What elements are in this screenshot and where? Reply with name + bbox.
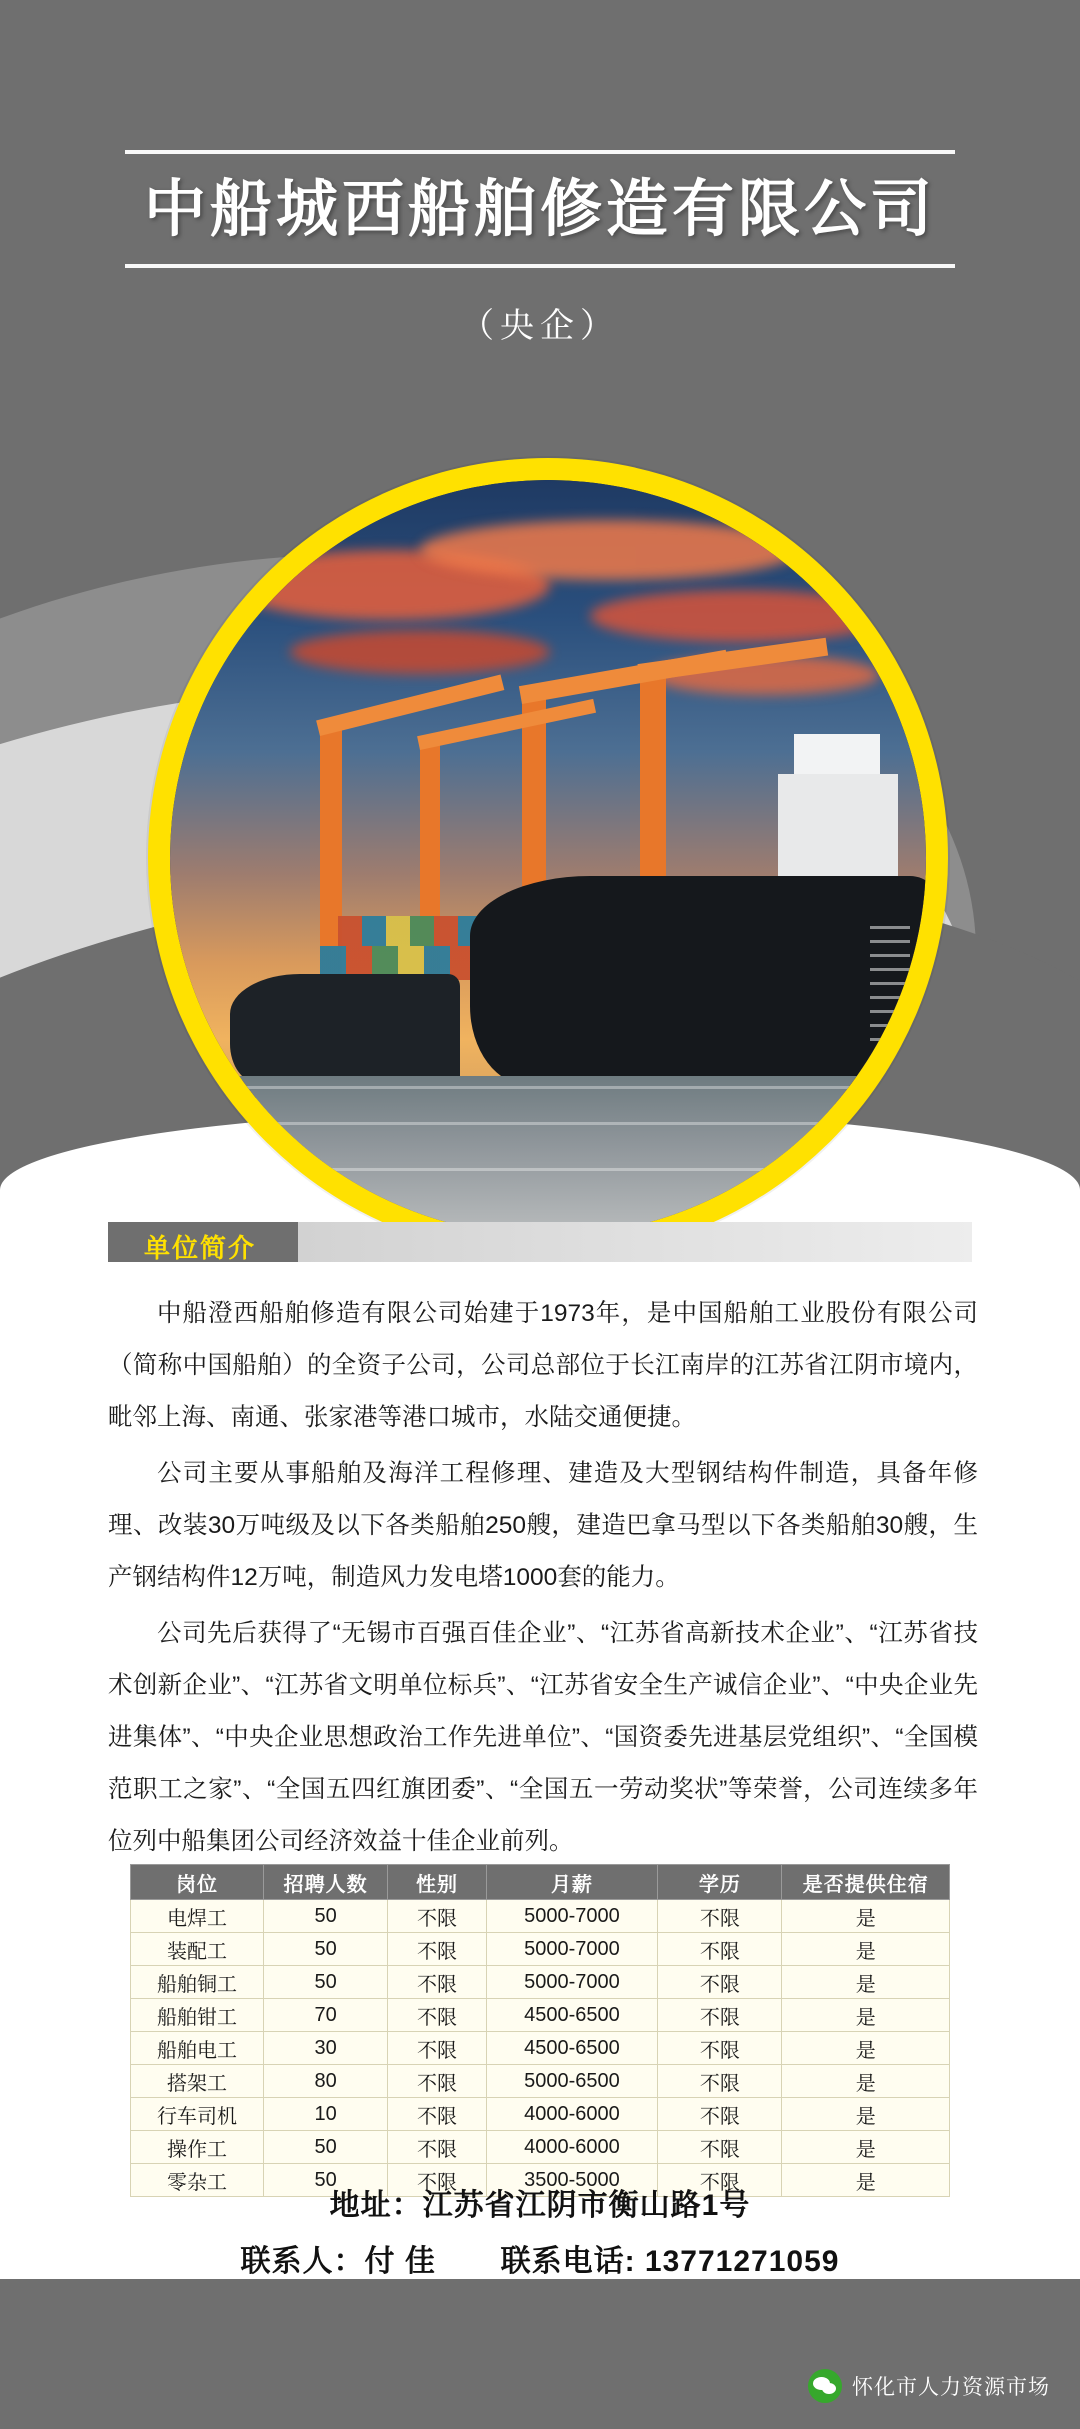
table-cell: 不限 bbox=[658, 2065, 782, 2098]
section-heading-label: 单位简介 bbox=[144, 1233, 257, 1263]
table-cell: 不限 bbox=[388, 2098, 486, 2131]
table-cell: 不限 bbox=[658, 1966, 782, 1999]
table-cell: 是 bbox=[782, 1933, 950, 1966]
intro-paragraph-3: 公司先后获得了“无锡市百强百佳企业”、“江苏省高新技术企业”、“江苏省技术创新企业”、“江苏省文明单位标兵”、“江苏省安全生产诚信企业”、“中央企业先进集体”、“中央企业思想政治工作先进单位”、“国资委先进基层党组织”、“全国模范职工之家”、“全国五四红旗团委”、“全国五一劳动奖状”等荣誉，公司连续多年位列中船集团公司经济效益十佳企业前列。 bbox=[108, 1620, 978, 1855]
table-cell: 50 bbox=[263, 1966, 387, 1999]
footer-band bbox=[0, 2279, 1080, 2429]
table-cell: 不限 bbox=[388, 1999, 486, 2032]
table-cell: 5000-7000 bbox=[486, 1900, 658, 1933]
table-cell: 船舶钳工 bbox=[131, 1999, 264, 2032]
table-cell: 是 bbox=[782, 2098, 950, 2131]
table-cell: 是 bbox=[782, 2032, 950, 2065]
table-cell: 不限 bbox=[388, 2131, 486, 2164]
table-cell: 4000-6000 bbox=[486, 2098, 658, 2131]
table-cell: 不限 bbox=[658, 2098, 782, 2131]
photo-water bbox=[170, 1076, 926, 1236]
contact-address: 地址：江苏省江阴市衡山路1号 bbox=[329, 2189, 751, 2222]
table-cell: 50 bbox=[263, 1900, 387, 1933]
contact-block bbox=[0, 2180, 1080, 2280]
photo-water-ripple bbox=[170, 1122, 926, 1125]
table-cell: 不限 bbox=[658, 1999, 782, 2032]
table-row bbox=[131, 2065, 950, 2098]
photo-bow-markings bbox=[870, 926, 910, 1046]
table-cell: 不限 bbox=[658, 1900, 782, 1933]
table-cell: 80 bbox=[263, 2065, 387, 2098]
table-header-cell: 是否提供住宿 bbox=[782, 1865, 950, 1900]
table-header-row bbox=[131, 1865, 950, 1900]
jobs-table-wrapper bbox=[130, 1864, 950, 2197]
poster-header bbox=[0, 150, 1080, 347]
contact-person: 联系人：付 佳 bbox=[240, 2245, 436, 2278]
table-cell: 不限 bbox=[388, 1900, 486, 1933]
table-cell: 不限 bbox=[388, 1966, 486, 1999]
company-name: 中船城西船舶修造有限公司 bbox=[143, 175, 936, 244]
table-header-cell: 性别 bbox=[388, 1865, 486, 1900]
table-cell: 装配工 bbox=[131, 1933, 264, 1966]
table-cell: 不限 bbox=[388, 2065, 486, 2098]
ship-photo bbox=[170, 480, 926, 1236]
photo-cloud bbox=[420, 520, 800, 580]
table-cell: 50 bbox=[263, 1933, 387, 1966]
wechat-icon bbox=[808, 2369, 842, 2403]
table-cell: 4000-6000 bbox=[486, 2131, 658, 2164]
table-row bbox=[131, 1966, 950, 1999]
contact-person-line bbox=[0, 2236, 1080, 2280]
table-cell: 30 bbox=[263, 2032, 387, 2065]
photo-ship-hull bbox=[470, 876, 926, 1086]
table-cell: 10 bbox=[263, 2098, 387, 2131]
table-cell: 是 bbox=[782, 2131, 950, 2164]
table-cell: 3500-5000 bbox=[486, 2164, 658, 2197]
table-cell: 是 bbox=[782, 2065, 950, 2098]
photo-deck-house bbox=[778, 774, 898, 884]
intro-paragraph-2: 公司主要从事船舶及海洋工程修理、建造及大型钢结构件制造，具备年修理、改装30万吨级及以下各类船舶250艘，建造巴拿马型以下各类船舶30艘，生产钢结构件12万吨，制造风力发电塔1000套的能力。 bbox=[108, 1460, 978, 1591]
footer-account-name: 怀化市人力资源市场 bbox=[852, 2376, 1050, 2399]
table-cell: 4500-6500 bbox=[486, 2032, 658, 2065]
table-cell: 零杂工 bbox=[131, 2164, 264, 2197]
table-cell: 不限 bbox=[658, 2032, 782, 2065]
intro-paragraph-1: 中船澄西船舶修造有限公司始建于1973年，是中国船舶工业股份有限公司（简称中国船舶）的全资子公司，公司总部位于长江南岸的江苏省江阴市境内，毗邻上海、南通、张家港等港口城市，水陆交通便捷。 bbox=[108, 1300, 978, 1431]
table-cell: 电焊工 bbox=[131, 1900, 264, 1933]
table-row bbox=[131, 1900, 950, 1933]
header-rule-top bbox=[125, 150, 955, 154]
table-row bbox=[131, 1999, 950, 2032]
table-header-cell: 学历 bbox=[658, 1865, 782, 1900]
table-cell: 搭架工 bbox=[131, 2065, 264, 2098]
photo-cloud bbox=[290, 630, 550, 674]
table-cell: 不限 bbox=[388, 2032, 486, 2065]
table-cell: 操作工 bbox=[131, 2131, 264, 2164]
table-cell: 是 bbox=[782, 1900, 950, 1933]
table-row bbox=[131, 1933, 950, 1966]
table-cell: 50 bbox=[263, 2164, 387, 2197]
photo-water-ripple bbox=[170, 1086, 926, 1089]
table-row bbox=[131, 2131, 950, 2164]
table-cell: 50 bbox=[263, 2131, 387, 2164]
table-cell: 不限 bbox=[658, 1933, 782, 1966]
table-header-cell: 招聘人数 bbox=[263, 1865, 387, 1900]
table-cell: 70 bbox=[263, 1999, 387, 2032]
photo-cloud bbox=[590, 590, 890, 642]
photo-ring bbox=[148, 458, 948, 1258]
table-cell: 4500-6500 bbox=[486, 1999, 658, 2032]
table-cell: 不限 bbox=[388, 2164, 486, 2197]
table-cell: 不限 bbox=[388, 1933, 486, 1966]
table-cell: 不限 bbox=[658, 2131, 782, 2164]
table-cell: 行车司机 bbox=[131, 2098, 264, 2131]
table-cell: 是 bbox=[782, 2164, 950, 2197]
section-heading bbox=[108, 1222, 972, 1262]
footer-attribution bbox=[808, 2369, 1050, 2403]
table-cell: 船舶电工 bbox=[131, 2032, 264, 2065]
photo-water-ripple bbox=[170, 1168, 926, 1171]
table-cell: 船舶铜工 bbox=[131, 1966, 264, 1999]
header-rule-bottom bbox=[125, 264, 955, 268]
table-row bbox=[131, 2032, 950, 2065]
contact-phone[interactable]: 联系电话: 13771271059 bbox=[500, 2245, 840, 2278]
table-header-cell: 岗位 bbox=[131, 1865, 264, 1900]
company-subtitle: （央企） bbox=[460, 307, 620, 346]
jobs-table bbox=[130, 1864, 950, 2197]
table-header-cell: 月薪 bbox=[486, 1865, 658, 1900]
company-intro bbox=[108, 1288, 978, 1872]
table-cell: 5000-7000 bbox=[486, 1933, 658, 1966]
table-cell: 是 bbox=[782, 1966, 950, 1999]
photo-secondary-ship bbox=[230, 974, 460, 1084]
table-row bbox=[131, 2098, 950, 2131]
table-cell: 5000-6500 bbox=[486, 2065, 658, 2098]
table-cell: 不限 bbox=[658, 2164, 782, 2197]
table-cell: 是 bbox=[782, 1999, 950, 2032]
table-cell: 5000-7000 bbox=[486, 1966, 658, 1999]
